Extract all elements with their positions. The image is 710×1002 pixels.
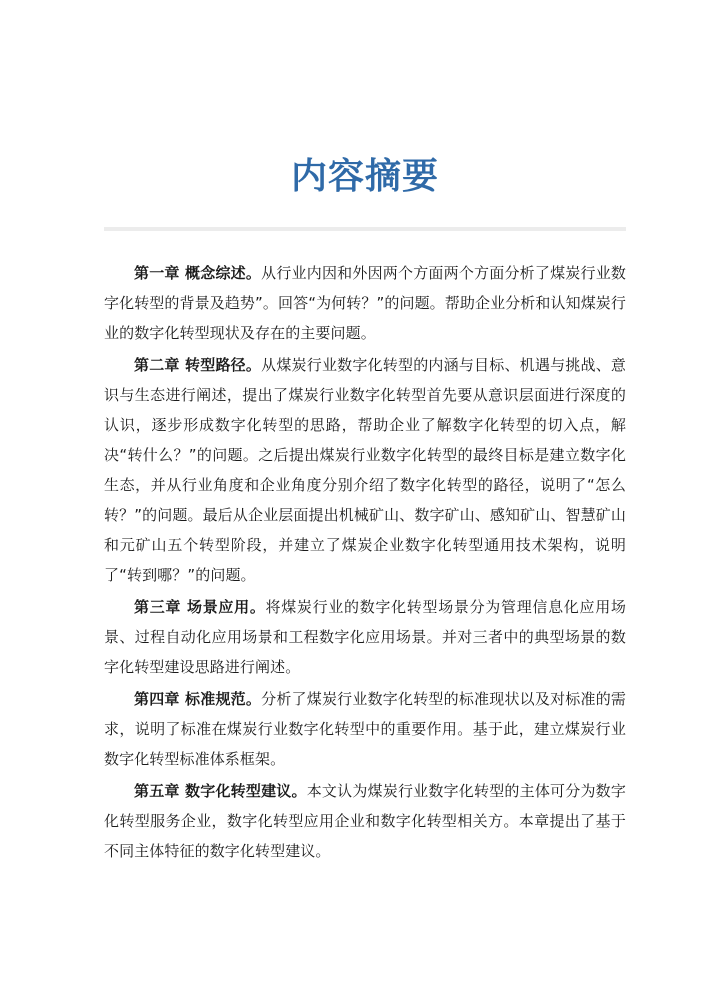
page-title: 内容摘要	[290, 155, 439, 197]
chapter-3-heading: 第三章 场景应用。	[134, 598, 266, 616]
title-divider	[104, 227, 626, 231]
chapter-2-text: 从煤炭行业数字化转型的内涵与目标、机遇与挑战、意识与生态进行阐述，提出了煤炭行业数字化转型首先要从意识层面进行深度的认识，逐步形成数字化转型的思路，帮助企业了解数字化转型的切入点，解决“转什么？”的问题。之后提出煤炭行业数字化转型的最终目标是建立数字化生态，并从行业角度和企业角度分别介绍了数字化转型的路径，说明了“怎么转？”的问题。最后从企业层面提出机械矿山、数字矿山、感知矿山、智慧矿山和元矿山五个转型阶段，并建立了煤炭企业数字化转型通用技术架构，说明了“转到哪？”的问题。	[104, 356, 627, 584]
chapter-1-heading: 第一章 概念综述。	[134, 264, 262, 282]
summary-body	[104, 258, 626, 868]
chapter-2-paragraph	[104, 350, 626, 590]
chapter-1-text: 从行业内因和外因两个方面两个方面分析了煤炭行业数字化转型的背景及趋势”。回答“为何转？”的问题。帮助企业分析和认知煤炭行业的数字化转型现状及存在的主要问题。	[104, 264, 627, 342]
chapter-3-paragraph	[104, 592, 626, 682]
chapter-4-heading: 第四章 标准规范。	[134, 690, 262, 708]
chapter-1-paragraph	[104, 258, 626, 348]
chapter-4-text: 分析了煤炭行业数字化转型的标准现状以及对标准的需求，说明了标准在煤炭行业数字化转型中的重要作用。基于此，建立煤炭行业数字化转型标准体系框架。	[104, 690, 627, 768]
chapter-4-paragraph	[104, 684, 626, 774]
chapter-5-heading: 第五章 数字化转型建议。	[134, 782, 307, 800]
chapter-2-heading: 第二章 转型路径。	[134, 356, 262, 374]
chapter-5-paragraph	[104, 776, 626, 866]
chapter-3-text: 将煤炭行业的数字化转型场景分为管理信息化应用场景、过程自动化应用场景和工程数字化应用场景。并对三者中的典型场景的数字化转型建设思路进行阐述。	[104, 598, 626, 676]
chapter-5-text: 本文认为煤炭行业数字化转型的主体可分为数字化转型服务企业，数字化转型应用企业和数字化转型相关方。本章提出了基于不同主体特征的数字化转型建议。	[104, 782, 626, 860]
